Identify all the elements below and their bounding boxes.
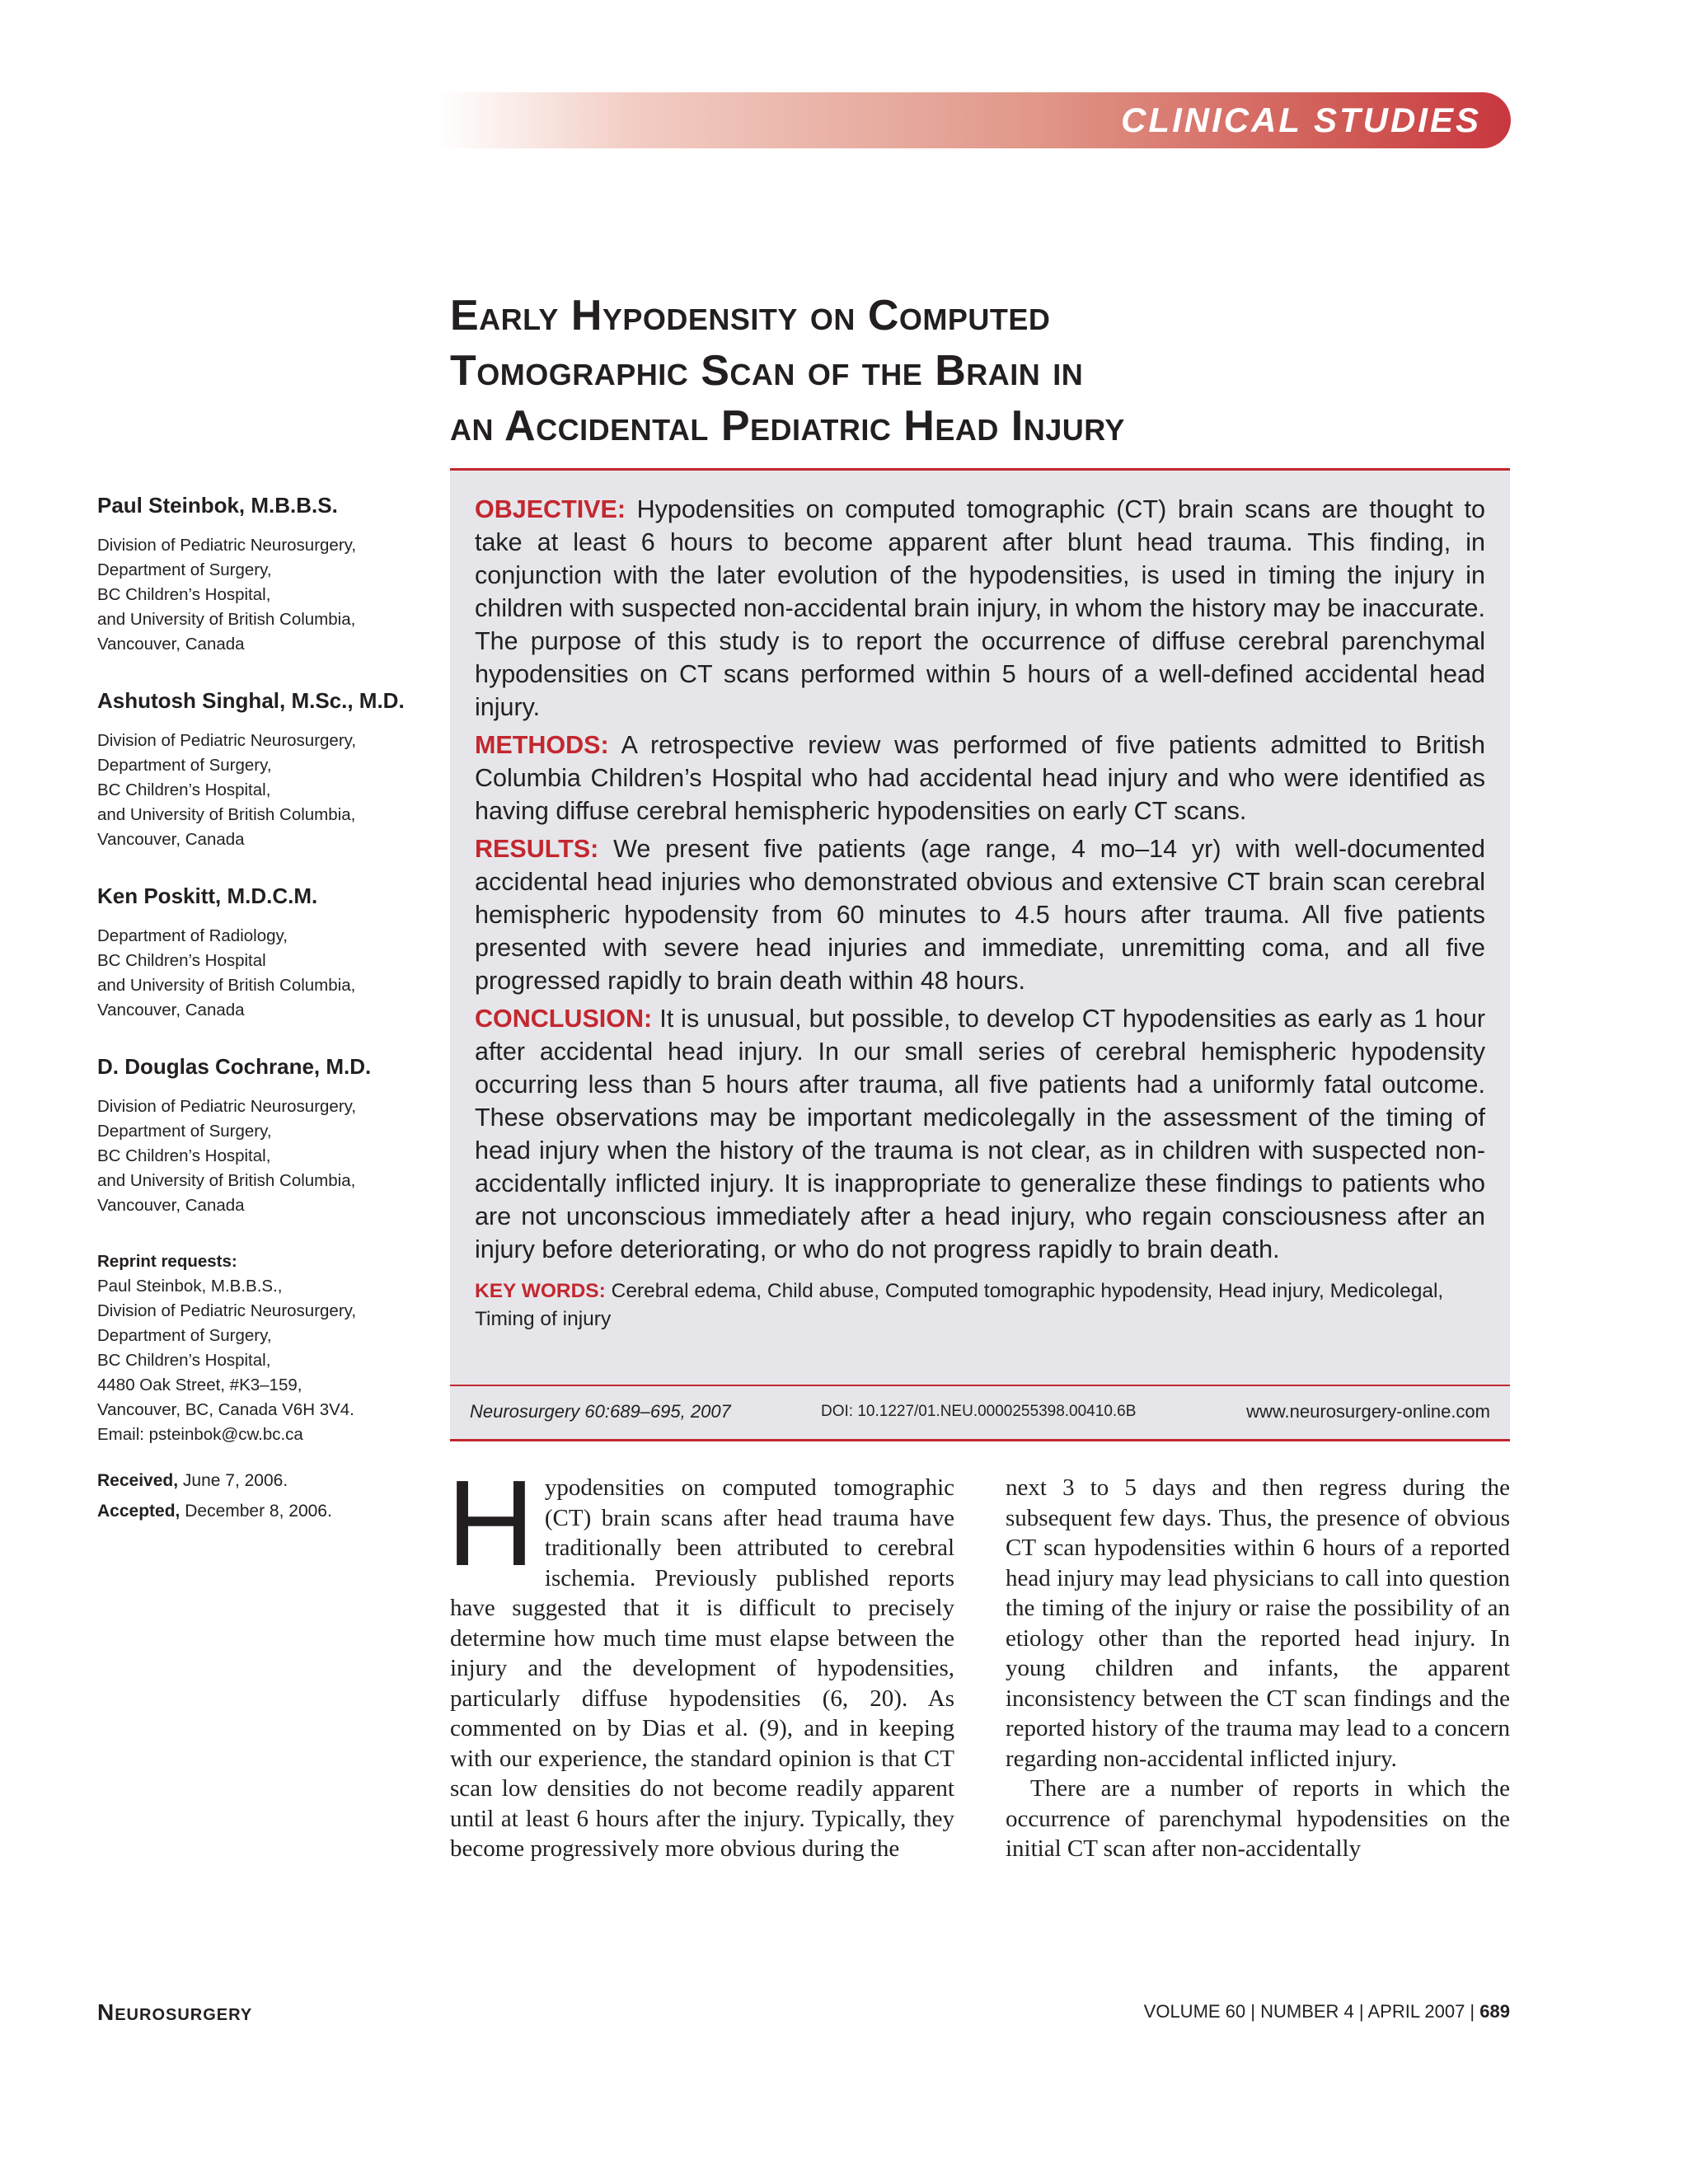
reprint-line: 4480 Oak Street, #K3–159, xyxy=(97,1376,302,1394)
title-line: Tomographic Scan of the Brain in xyxy=(450,347,1084,395)
author-affiliation xyxy=(97,1094,427,1218)
keywords-label: KEY WORDS: xyxy=(475,1280,606,1302)
received-label: Received, xyxy=(97,1471,179,1490)
results-text: We present five patients (age range, 4 mo–14 yr) with well-documented accidental head injuries who demonstrated obvious and extensive CT brain scan cerebral hemispheric hypodensity from 60 minutes to 4.5 hours after trauma. All five patients presented with severe head injuries and immediate, unremitting coma, and all five progressed rapidly to brain death within 48 hours. xyxy=(475,835,1485,995)
author-list xyxy=(97,493,427,1479)
submission-dates xyxy=(97,1465,332,1526)
affiliation-line: BC Children’s Hospital, xyxy=(97,585,271,604)
reprint-line: Division of Pediatric Neurosurgery, xyxy=(97,1301,357,1320)
body-paragraph xyxy=(447,1455,954,1864)
reprint-email[interactable]: Email: psteinbok@cw.bc.ca xyxy=(97,1425,303,1444)
author-name: D. Douglas Cochrane, M.D. xyxy=(97,1054,372,1079)
page-number: 689 xyxy=(1479,2001,1510,2022)
drop-cap: H xyxy=(447,1455,535,1591)
abstract-top-rule xyxy=(450,468,1510,471)
abstract-conclusion xyxy=(475,1002,1485,1266)
reprint-requests xyxy=(97,1249,427,1447)
abstract-results xyxy=(475,832,1485,997)
conclusion-text: It is unusual, but possible, to develop CT hypodensities as early as 1 hour after accidental head injury. In our small series of cerebral hemispheric hypodensity occurring less than 5 hours after trauma, all five patients had a uniformly fatal outcome. These observations may be important medicolegally in the assessment of the timing of head injury when the history of the trauma is not clear, as in children with suspected non-accidentally inflicted injury. It is inappropriate to generalize these findings to patients who are not unconscious immediately after a head injury, who regain consciousness after an injury before deteriorating, or who do not progress rapidly to brain death. xyxy=(475,1005,1485,1263)
author-affiliation xyxy=(97,729,427,852)
citation-bar xyxy=(450,1386,1510,1439)
author-block xyxy=(97,883,427,1023)
affiliation-line: Division of Pediatric Neurosurgery, xyxy=(97,731,357,750)
results-label: RESULTS: xyxy=(475,835,599,863)
footer-issue-info xyxy=(1144,2001,1510,2022)
abstract-bottom-rule xyxy=(450,1439,1510,1441)
methods-label: METHODS: xyxy=(475,731,609,759)
abstract-text xyxy=(475,493,1485,1333)
author-affiliation xyxy=(97,924,427,1023)
affiliation-line: Department of Radiology, xyxy=(97,926,288,945)
body-paragraph: There are a number of reports in which the occurrence of parenchymal hypodensities on the initial CT scan after non-accidentally xyxy=(1006,1775,1510,1862)
accepted-date xyxy=(97,1496,332,1526)
affiliation-line: Vancouver, Canada xyxy=(97,830,245,849)
title-line: Early Hypodensity on Computed xyxy=(450,292,1051,340)
accepted-value: December 8, 2006. xyxy=(185,1502,332,1521)
footer-journal-name: Neurosurgery xyxy=(97,1999,253,2025)
paragraph-text: ypodensities on computed tomographic (CT) brain scans after head trauma have traditionally been attributed to cerebral ischemia. Previously published reports have suggested that it is difficult to precisely determine how much time must elapse between the injury and the development of hypodensities, particularly diffuse hypodensities (6, 20). As commented on by Dias et al. (9), and in keeping with our experience, the standard opinion is that CT scan low densities do not become readily apparent until at least 6 hours after the injury. Typically, they become progressively more obvious during the xyxy=(450,1474,954,1862)
affiliation-line: and University of British Columbia, xyxy=(97,610,356,629)
affiliation-line: Department of Surgery, xyxy=(97,756,272,775)
section-label: CLINICAL STUDIES xyxy=(1121,101,1481,139)
affiliation-line: Department of Surgery, xyxy=(97,560,272,579)
objective-text: Hypodensities on computed tomographic (CT) brain scans are thought to take at least 6 hours to become apparent after blunt head trauma. This finding, in conjunction with the later evolution of the hypodensities, is used in timing the injury in children with suspected non-accidental brain injury, in whom the history may be inaccurate. The purpose of this study is to report the occurrence of diffuse cerebral parenchymal hypodensities on CT scans performed within 5 hours of a well-defined accidental head injury. xyxy=(475,495,1485,721)
reprint-line: Department of Surgery, xyxy=(97,1326,272,1345)
abstract-methods xyxy=(475,729,1485,827)
title-line: an Accidental Pediatric Head Injury xyxy=(450,402,1125,450)
author-name: Ashutosh Singhal, M.Sc., M.D. xyxy=(97,688,405,713)
author-block xyxy=(97,688,427,852)
footer-issue: VOLUME 60 | NUMBER 4 | APRIL 2007 | xyxy=(1143,2001,1475,2022)
received-value: June 7, 2006. xyxy=(182,1471,288,1490)
author-name: Ken Poskitt, M.D.C.M. xyxy=(97,883,318,908)
author-affiliation xyxy=(97,533,427,657)
section-banner xyxy=(439,92,1511,148)
affiliation-line: and University of British Columbia, xyxy=(97,805,356,824)
methods-text: A retrospective review was performed of five patients admitted to British Columbia Children’s Hospital who had accidental head injury and who were identified as having diffuse cerebral hemispheric hypodensities on early CT scans. xyxy=(475,731,1485,825)
affiliation-line: and University of British Columbia, xyxy=(97,1171,356,1190)
author-block xyxy=(97,493,427,657)
reprint-line: Vancouver, BC, Canada V6H 3V4. xyxy=(97,1400,354,1419)
article-title xyxy=(450,288,1522,454)
affiliation-line: BC Children’s Hospital xyxy=(97,951,266,970)
received-date xyxy=(97,1465,332,1496)
citation-doi: DOI: 10.1227/01.NEU.0000255398.00410.6B xyxy=(821,1403,1137,1420)
affiliation-line: Vancouver, Canada xyxy=(97,635,245,654)
body-paragraph: next 3 to 5 days and then regress during the subsequent few days. Thus, the presence of obvious CT scan hypodensities within 6 hours of a reported head injury may lead physicians to call into question the timing of the injury or raise the possibility of an etiology other than the reported head injury. In young children and infants, the apparent inconsistency between the CT scan findings and the reported history of the trauma may lead to a concern regarding non-accidental inflicted injury. xyxy=(1006,1474,1510,1772)
conclusion-label: CONCLUSION: xyxy=(475,1005,653,1033)
citation-url[interactable]: www.neurosurgery-online.com xyxy=(1246,1401,1490,1422)
objective-label: OBJECTIVE: xyxy=(475,495,626,523)
citation-journal: Neurosurgery 60:689–695, 2007 xyxy=(470,1401,731,1422)
affiliation-line: Division of Pediatric Neurosurgery, xyxy=(97,536,357,555)
reprint-heading: Reprint requests: xyxy=(97,1252,237,1271)
abstract-objective xyxy=(475,493,1485,724)
affiliation-line: Department of Surgery, xyxy=(97,1122,272,1141)
author-block xyxy=(97,1054,427,1218)
accepted-label: Accepted, xyxy=(97,1502,181,1521)
author-name: Paul Steinbok, M.B.B.S. xyxy=(97,493,338,518)
affiliation-line: BC Children’s Hospital, xyxy=(97,1146,271,1165)
body-column-left xyxy=(447,1455,954,1864)
affiliation-line: Vancouver, Canada xyxy=(97,1196,245,1215)
body-column-right xyxy=(1006,1473,1510,1864)
affiliation-line: BC Children’s Hospital, xyxy=(97,780,271,799)
affiliation-line: Vancouver, Canada xyxy=(97,1001,245,1019)
affiliation-line: and University of British Columbia, xyxy=(97,976,356,995)
affiliation-line: Division of Pediatric Neurosurgery, xyxy=(97,1097,357,1116)
reprint-line: Paul Steinbok, M.B.B.S., xyxy=(97,1277,283,1296)
abstract-keywords xyxy=(475,1277,1485,1333)
keywords-text: Cerebral edema, Child abuse, Computed tomographic hypodensity, Head injury, Medicolegal, Timing of injury xyxy=(475,1280,1444,1330)
reprint-line: BC Children’s Hospital, xyxy=(97,1351,271,1370)
reprint-address xyxy=(97,1274,427,1447)
